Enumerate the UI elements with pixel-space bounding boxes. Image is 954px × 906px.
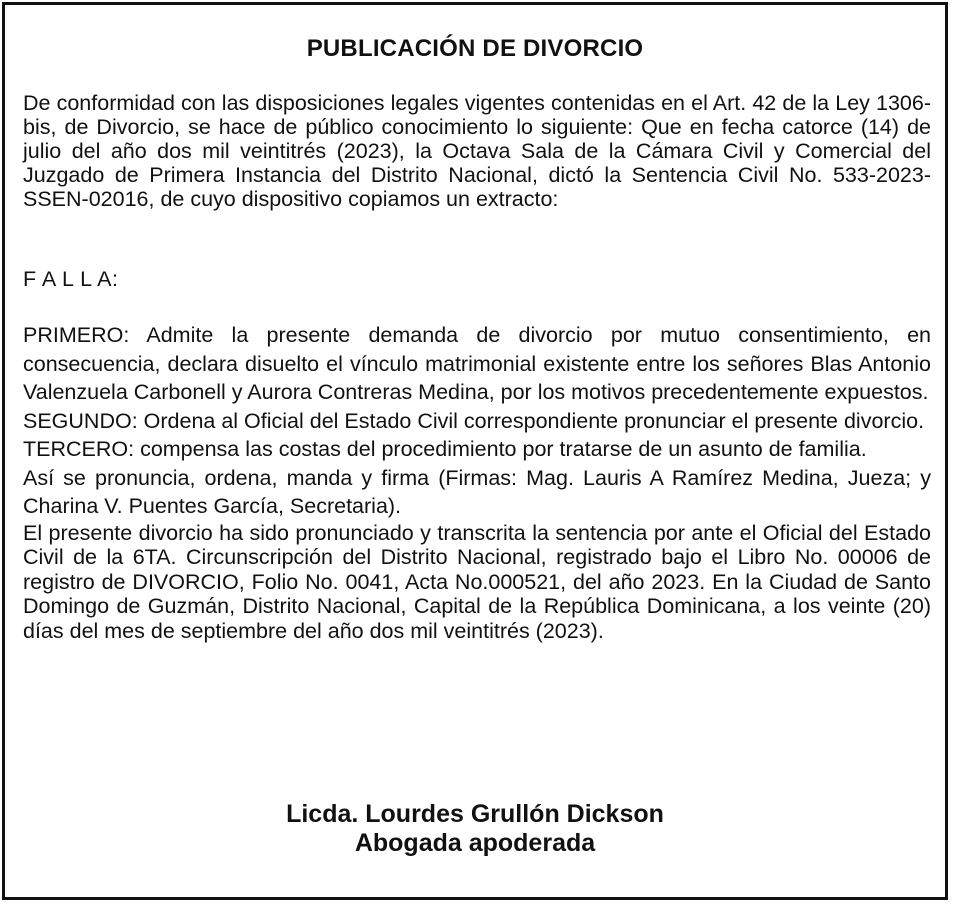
notice-title: PUBLICACIÓN DE DIVORCIO bbox=[306, 35, 644, 62]
resolutions-section bbox=[23, 321, 931, 643]
resolution-tercero: TERCERO: compensa las costas del procedimiento por tratarse de un asunto de familia. bbox=[23, 437, 867, 461]
falla-heading: F A L L A: bbox=[23, 267, 119, 291]
signer-role: Abogada apoderada bbox=[354, 829, 596, 857]
intro-paragraph bbox=[23, 91, 931, 211]
signer-name: Licda. Lourdes Grullón Dickson bbox=[286, 800, 664, 828]
divorce-notice bbox=[2, 2, 948, 900]
signature-block bbox=[5, 800, 945, 858]
resolution-primero: PRIMERO: Admite la presente demanda de divorcio por mutuo consentimiento, en consecuencia, declara disuelto el vínculo matrimonial existente entre los señores Blas Antonio Valenzuela Carbonell y Aurora Contreras Medina, por los motivos precedentemente expuestos. bbox=[23, 323, 931, 404]
signatures-paragraph: Así se pronuncia, ordena, manda y firma (Firmas: Mag. Lauris A Ramírez Medina, Jueza; y Charina V. Puentes García, Secretaria). bbox=[23, 465, 931, 518]
registration-paragraph: El presente divorcio ha sido pronunciado y transcrita la sentencia por ante el Oficial del Estado Civil de la 6TA. Circunscripción del Distrito Nacional, registrado bajo el Libro No. 00006 de registro de DIVORCIO, Folio No. 0041, Acta No.000521, del año 2023. En la Ciudad de Santo Domingo de Guzmán, Distrito Nacional, Capital de la República Dominicana, a los veinte (20) días del mes de septiembre del año dos mil veintitrés (2023). bbox=[23, 520, 931, 643]
intro-text: De conformidad con las disposiciones legales vigentes contenidas en el Art. 42 de la Ley 1306-bis, de Divorcio, se hace de público conocimiento lo siguiente: Que en fecha catorce (14) de julio del año dos mil veintitrés (2023), la Octava Sala de la Cámara Civil y Comercial del Juzgado de Primera Instancia del Distrito Nacional, dictó la Sentencia Civil No. 533-2023-SSEN-02016, de cuyo dispositivo copiamos un extracto: bbox=[23, 91, 931, 211]
resolution-segundo: SEGUNDO: Ordena al Oficial del Estado Civil correspondiente pronunciar el presente divorcio. bbox=[23, 408, 925, 433]
